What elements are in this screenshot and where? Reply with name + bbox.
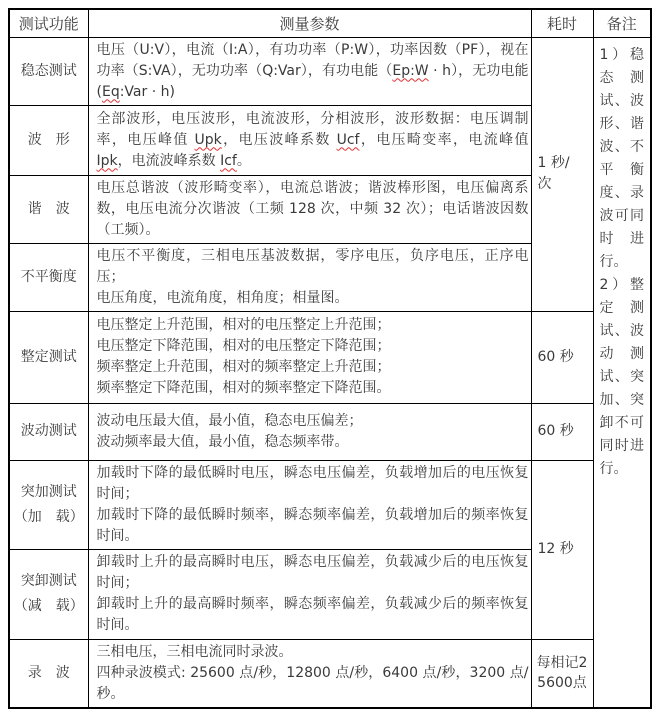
- measurement-functions-table: [8, 8, 652, 709]
- param-line: 加载时下降的最低瞬时频率，瞬态频率偏差，负载增加后的频率恢复时间。: [96, 506, 529, 544]
- row-sudden-load-test: [9, 460, 651, 549]
- row-sudden-unload-params: [88, 549, 531, 639]
- header-function: 测试功能: [9, 9, 88, 37]
- param-line: [97, 40, 529, 103]
- row-sudden-unload-label: [9, 549, 88, 639]
- param-line: 波动频率最大值，最小值，稳态频率带。: [96, 433, 349, 450]
- param-line: 卸载时上升的最高瞬时频率，瞬态频率偏差，负载减少后的频率恢复时间。: [96, 596, 529, 633]
- param-text-segment: ，电压畸变率，电流峰值: [359, 131, 529, 148]
- label-line-1: 突加测试: [20, 483, 77, 500]
- row-fluctuation-test: [9, 403, 651, 460]
- notes-cell: [593, 37, 651, 708]
- time-value: 60 秒: [537, 423, 574, 439]
- header-time: 耗时: [531, 9, 593, 37]
- label-line-2: （加 载）: [13, 508, 84, 525]
- misspelled-word: Ipk: [96, 152, 118, 169]
- param-line: 电压角度，电流角度，相角度；相量图。: [96, 289, 349, 306]
- label-line-1: 突卸测试: [20, 573, 77, 589]
- row-fluctuation-params: [88, 403, 531, 460]
- time-setting: [531, 311, 593, 403]
- row-recording-params: [88, 639, 531, 708]
- row-setting-label: 整定测试: [9, 311, 88, 403]
- row-recording-label: 录 波: [9, 639, 88, 708]
- note-1: 1）稳态测试、波形、谐波、不平衡度、录波可同时进行。: [599, 46, 644, 270]
- time-value: 1 秒/次: [537, 155, 570, 192]
- row-waveform-params: [88, 105, 531, 175]
- param-line: 频率整定下降范围，相对的频率整定下降范围。: [96, 380, 391, 396]
- label-line-2: （减 载）: [13, 598, 84, 614]
- row-fluctuation-label: 波动测试: [9, 403, 88, 460]
- row-setting-params: [88, 311, 531, 403]
- param-line: 四种录波模式: 25600 点/秒，12800 点/秒，6400 点/秒，3200 点/秒。: [96, 664, 529, 702]
- header-params: 测量参数: [88, 9, 531, 37]
- row-recording: [9, 639, 651, 708]
- row-unbalance-params: [88, 243, 531, 311]
- row-unbalance-label: 不平衡度: [9, 243, 88, 311]
- misspelled-word: Icf: [220, 152, 237, 169]
- time-value: 12 秒: [537, 541, 574, 557]
- note-2: 2）整定测试、波动测试、突加、突卸不可同时进行。: [599, 276, 644, 477]
- param-line: 波动电压最大值，最小值，稳态电压偏差；: [96, 412, 363, 429]
- row-steady-state: [9, 37, 651, 105]
- param-line: 加载时下降的最低瞬时电压，瞬态电压偏差，负载增加后的电压恢复时间；: [96, 464, 529, 502]
- header-note: 备注: [593, 9, 651, 37]
- param-line: 卸载时上升的最高瞬时电压，瞬态电压偏差，负载减少后的电压恢复时间；: [96, 554, 529, 591]
- param-text-segment: 全部波形，电压波形，电流波形，分相波形，波形数据：电压调制率，电压峰值: [96, 110, 529, 148]
- param-text-segment: :Var · h): [119, 83, 175, 100]
- param-text-segment: ，电流波峰系数: [117, 152, 221, 169]
- param-text-segment: 电压（U:V），电流（I:A），有功功率（P:W），功率因数（PF），视在功率（S:VA），无功功率（Q:Var），有功电能（: [96, 41, 529, 79]
- time-fluctuation: [531, 403, 593, 460]
- misspelled-word: Eq: [101, 83, 120, 100]
- row-sudden-load-params: [88, 460, 531, 549]
- param-line: 三相电压，三相电流同时录波。: [96, 643, 293, 660]
- table-header-row: [9, 9, 651, 37]
- row-harmonic-params: [88, 175, 531, 243]
- param-line: 电压不平衡度，三相电压基波数据，零序电压，负序电压，正序电压；: [96, 247, 529, 285]
- param-line: [97, 109, 529, 172]
- time-steady-group: [531, 37, 593, 311]
- param-line: 频率整定上升范围，相对的频率整定上升范围；: [96, 359, 391, 375]
- param-text-segment: · h），无功电能 (: [96, 62, 529, 100]
- row-sudden-load-label: [9, 460, 88, 549]
- param-line: 电压总谐波（波形畸变率），电流总谐波；谐波棒形图，电压偏离系数，电压电流分次谐波（工频 128 次，中频 32 次）；电话谐波因数（工频）。: [96, 179, 529, 238]
- time-sudden-group: [531, 460, 593, 639]
- misspelled-word: Ep:W: [392, 62, 429, 79]
- misspelled-word: Upk: [194, 131, 222, 148]
- param-text-segment: 。: [236, 152, 251, 169]
- row-steady-params: [88, 37, 531, 105]
- row-harmonic-label: 谐 波: [9, 175, 88, 243]
- time-recording: 每相记25600点: [531, 639, 593, 708]
- time-value: 60 秒: [537, 348, 574, 365]
- misspelled-word: Ucf: [336, 131, 360, 148]
- row-setting-test: [9, 311, 651, 403]
- param-text-segment: ，电压波峰系数: [221, 131, 337, 148]
- row-steady-label: 稳态测试: [9, 37, 88, 105]
- param-line: 电压整定上升范围，相对的电压整定上升范围；: [96, 317, 391, 333]
- row-waveform-label: 波 形: [9, 105, 88, 175]
- param-line: 电压整定下降范围，相对的电压整定下降范围；: [96, 338, 391, 354]
